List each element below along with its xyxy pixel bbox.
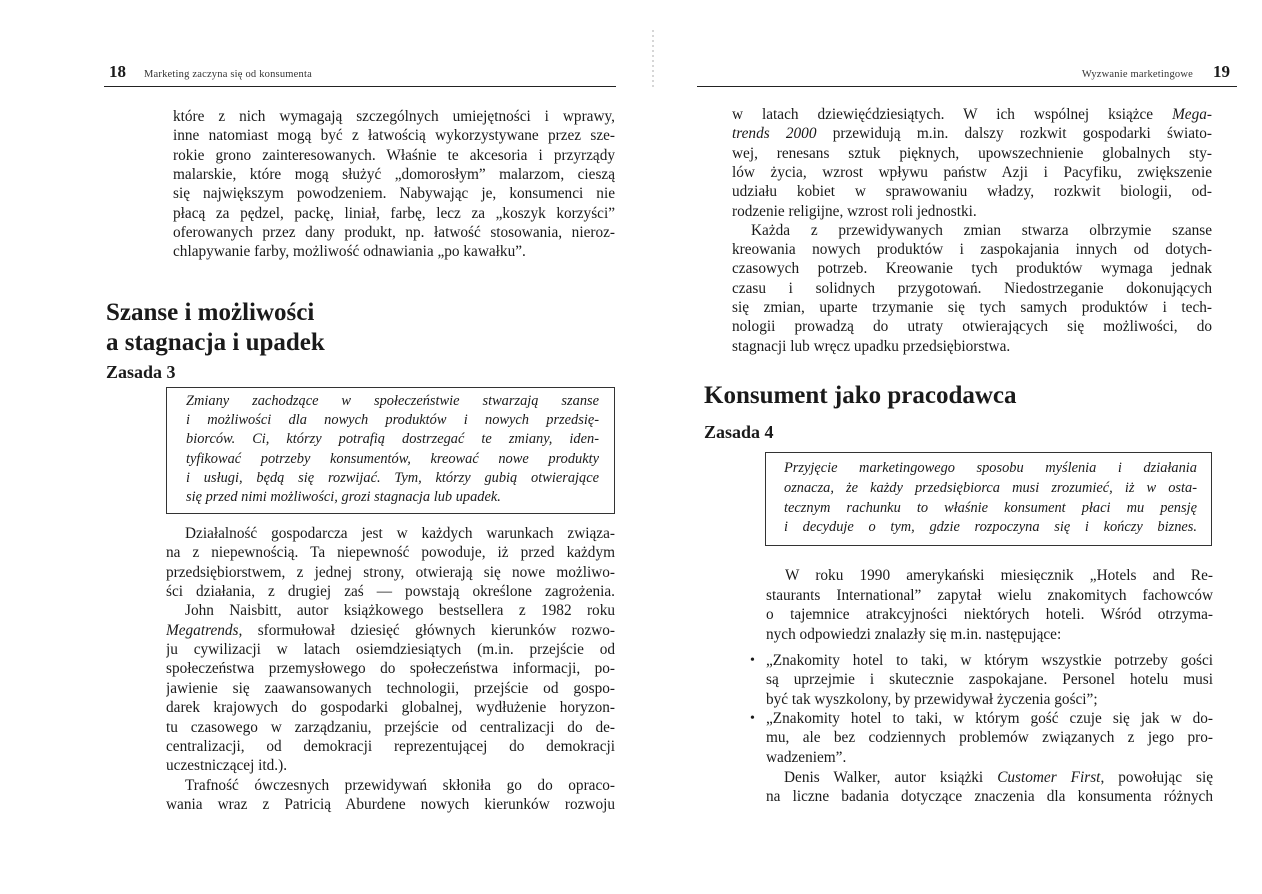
running-title: Marketing zaczyna się od konsumenta — [144, 69, 312, 80]
bullet-line: mu, ale bez codziennych problemów związanych z jego pro- — [766, 729, 1213, 747]
text-line — [785, 566, 1213, 586]
text-line — [166, 563, 615, 582]
text-line — [166, 756, 615, 775]
text-line — [766, 625, 1213, 644]
bullet-line: wadzeniem”. — [766, 748, 847, 766]
text-run: Przyjęcie marketingowego sposobu myślenia i działania — [784, 460, 1197, 476]
text-run: stagnacji lub wręcz upadku przedsiębiorstwa. — [732, 337, 1011, 355]
text-line — [166, 737, 615, 756]
text-run: tecznym rachunku to właśnie konsument płaci mu pensję — [784, 499, 1197, 516]
text-run: wania wraz z Patricią Aburdene nowych kierunków rozwoju — [166, 795, 615, 813]
text-line — [166, 698, 615, 717]
text-run: się największym powodzeniem. Nabywając je, konsumenci nie — [173, 185, 615, 203]
text-run: Zmiany zachodzące w społeczeństwie stwarzają szanse — [186, 393, 599, 409]
text-line — [766, 605, 1213, 625]
text-run: malarskie, które mogą służyć „domorosłym” malarzom, cieszą — [173, 165, 615, 183]
text-line — [732, 279, 1212, 298]
text-line — [732, 182, 1212, 201]
section-heading-line: Szanse i możliwości — [106, 299, 315, 326]
italic-title: trends 2000 — [732, 125, 817, 143]
text-run: tyfikować potrzeby konsumentów, kreować nowe produkty — [186, 450, 599, 467]
bullet-line: być tak wyszkolony, by przewidywał życzenia gości”; — [766, 690, 1098, 708]
text-line — [173, 165, 615, 184]
text-line — [185, 524, 615, 543]
principle-line — [784, 518, 1197, 538]
text-run: w latach dziewięćdziesiątych. W ich wspólnej książce — [732, 106, 1173, 123]
text-run: się zmian, uparte trzymanie się tych samych produktów i tech- — [732, 299, 1212, 316]
text-line — [166, 679, 615, 698]
page-number: 18 — [109, 62, 126, 81]
text-run: wej, renesans sztuk pięknych, upowszechnienie globalnych sty- — [732, 144, 1212, 162]
text-run: o tajemnice atrakcyjności niektórych hoteli. Wśród otrzyma- — [766, 606, 1213, 623]
left-running-header — [109, 62, 617, 82]
text-run: się przed nimi możliwości, grozi stagnacja lub upadek. — [186, 489, 501, 505]
text-line — [173, 242, 615, 261]
text-run: centralizacji, od demokracji reprezentującej do demokracji — [166, 737, 615, 755]
principle-line — [186, 450, 599, 469]
text-line — [166, 582, 615, 601]
text-run: ści działania, z drugiej zaś — powstają określone zagrożenia. — [166, 583, 615, 601]
text-line — [173, 126, 615, 145]
text-run: sformułował dziesięć głównych kierunków rozwo- — [242, 621, 615, 639]
italic-title: Mega- — [1172, 106, 1212, 123]
text-run: Każda z przewidywanych zmian stwarza olbrzymie szanse — [751, 221, 1212, 239]
text-run: i decyduje o tym, gdzie rozpoczyna się i kończy biznes. — [784, 519, 1197, 536]
text-run: , powołując się — [1100, 769, 1213, 786]
bullet-icon: • — [750, 710, 755, 726]
principle-line — [784, 499, 1197, 519]
text-run: czasowych potrzeb. Kreowanie tych produktów wymaga jednak — [732, 260, 1212, 278]
text-line — [185, 601, 615, 620]
text-line — [732, 144, 1212, 163]
text-run: i możliwości dla nowych produktów i nowych przedsię- — [186, 412, 599, 429]
text-run: na z niepewnością. Ta niepewność powoduje, iż przed każdym — [166, 544, 615, 562]
text-run: uczestniczącej itd.). — [166, 757, 288, 775]
text-run: jawienie się zaawansowanych technologii, przejście od gospo- — [166, 679, 615, 697]
text-run: W roku 1990 amerykański miesięcznik „Hotels and Re- — [785, 567, 1213, 584]
text-line — [185, 776, 615, 795]
text-run: społeczeństwa przemysłowego do społeczeństwa informacji, po- — [166, 660, 615, 678]
principle-line — [186, 488, 599, 507]
text-run: Trafność ówczesnych przewidywań skłoniła go do opraco- — [185, 776, 615, 794]
text-run: i usługi, będą się rozwijać. Tym, którzy gubią otwierające — [186, 469, 599, 486]
text-run: czasu i solidnych przygotowań. Niedostrzeganie dokonujących — [732, 279, 1212, 297]
text-line — [751, 221, 1212, 240]
text-line — [732, 259, 1212, 278]
text-line — [732, 317, 1212, 336]
text-line — [766, 586, 1213, 606]
text-line — [173, 204, 615, 223]
text-line — [166, 718, 615, 737]
principle-label: Zasada 4 — [704, 422, 774, 442]
principle-line — [186, 411, 599, 430]
text-line — [166, 659, 615, 678]
text-run: John Naisbitt, autor książkowego bestsellera z 1982 roku — [185, 602, 615, 620]
text-run: które z nich wymagają szczególnych umiejętności i wprawy, — [173, 108, 615, 125]
section-heading: Konsument jako pracodawca — [704, 382, 1017, 409]
text-line — [166, 795, 615, 814]
text-run: lów życia, wzrost wpływu państw Azji i Pacyfiku, zwiększenie — [732, 163, 1212, 181]
text-run: płacą za pędzel, packę, liniał, farbę, lecz za „koszyk korzyści” — [173, 204, 615, 222]
text-run: biorców. Ci, którzy potrafią dostrzegać te zmiany, iden- — [186, 431, 599, 448]
text-line — [173, 107, 615, 126]
section-heading-line: a stagnacja i upadek — [106, 329, 325, 356]
principle-line — [784, 459, 1197, 479]
right-running-header — [703, 62, 1230, 82]
text-run: nologii prowadzą do utraty otwierających się możliwości, do — [732, 318, 1212, 336]
text-run: tu czasowego w zarządzaniu, przejście od centralizacji do de- — [166, 718, 615, 736]
text-run: przewidują m.in. dalszy rozkwit gospodarki świato- — [816, 125, 1212, 143]
text-line — [732, 124, 1212, 143]
bullet-icon: • — [750, 653, 755, 668]
text-line — [732, 163, 1212, 182]
bullet-line: „Znakomity hotel to taki, w którym gość czuje się jak w do- — [766, 709, 1213, 727]
text-run: staurants International” zapytał wielu znakomitych fachowców — [766, 586, 1213, 604]
text-run: ju cywilizacji w latach osiemdziesiątych (m.in. przejście od — [166, 641, 615, 659]
text-run: Denis Walker, autor książki — [784, 769, 998, 786]
italic-title: Customer First — [997, 769, 1101, 786]
text-run: udziału kobiet w sprawowaniu władzy, rozkwit biologii, od- — [732, 183, 1212, 201]
header-rule — [104, 86, 616, 87]
text-line — [732, 105, 1212, 124]
text-line — [766, 787, 1213, 806]
text-run: Działalność gospodarcza jest w każdych warunkach związa- — [185, 525, 615, 542]
text-line — [166, 621, 615, 640]
text-line — [784, 768, 1213, 787]
text-run: nych odpowiedzi znalazły się m.in. następujące: — [766, 625, 1062, 643]
text-run: oznacza, że każdy przedsiębiorca musi zrozumieć, iż w osta- — [784, 479, 1197, 496]
text-run: przedsiębiorstwem, z jednej strony, otwierają się nowe możliwo- — [166, 563, 615, 581]
text-line — [173, 184, 615, 203]
header-rule — [697, 86, 1237, 87]
running-title: Wyzwanie marketingowe — [1081, 69, 1193, 80]
principle-line — [186, 469, 599, 488]
text-run: na liczne badania dotyczące znaczenia dla konsumenta różnych — [766, 788, 1213, 806]
text-line — [166, 543, 615, 562]
text-line — [732, 202, 1212, 221]
text-line — [732, 298, 1212, 317]
text-line — [173, 223, 615, 242]
italic-title: Megatrends, — [166, 621, 243, 639]
bullet-line: są uprzejmie i skutecznie zaspokajane. Personel hotelu musi — [766, 671, 1213, 689]
text-run: chlapywanie farby, możliwość odnawiania „po kawałku”. — [173, 243, 526, 261]
text-line — [732, 240, 1212, 259]
text-run: kreowania nowych produktów i zaspokajania innych od dotych- — [732, 241, 1212, 259]
bullet-line: „Znakomity hotel to taki, w którym wszystkie potrzeby gości — [766, 652, 1213, 669]
text-run: inne natomiast mogą być z łatwością wykorzystywane przez sze- — [173, 127, 615, 145]
page-number: 19 — [1213, 62, 1230, 81]
principle-line — [784, 479, 1197, 499]
text-line — [732, 337, 1212, 356]
section-heading — [106, 298, 325, 358]
text-line — [166, 640, 615, 659]
text-run: rokie grono zainteresowanych. Właśnie te akcesoria i przyrządy — [173, 146, 615, 164]
principle-line — [186, 392, 599, 411]
principle-label: Zasada 3 — [106, 362, 176, 382]
principle-line — [186, 430, 599, 449]
right-page — [631, 0, 1262, 894]
text-line — [173, 146, 615, 165]
text-run: darek krajowych do gospodarki globalnej, wydłużenie horyzon- — [166, 699, 615, 717]
text-run: oferowanych przez dany produkt, np. łatwość stosowania, nieroz- — [173, 223, 615, 241]
text-run: rodzenie religijne, wzrost roli jednostki. — [732, 202, 977, 220]
